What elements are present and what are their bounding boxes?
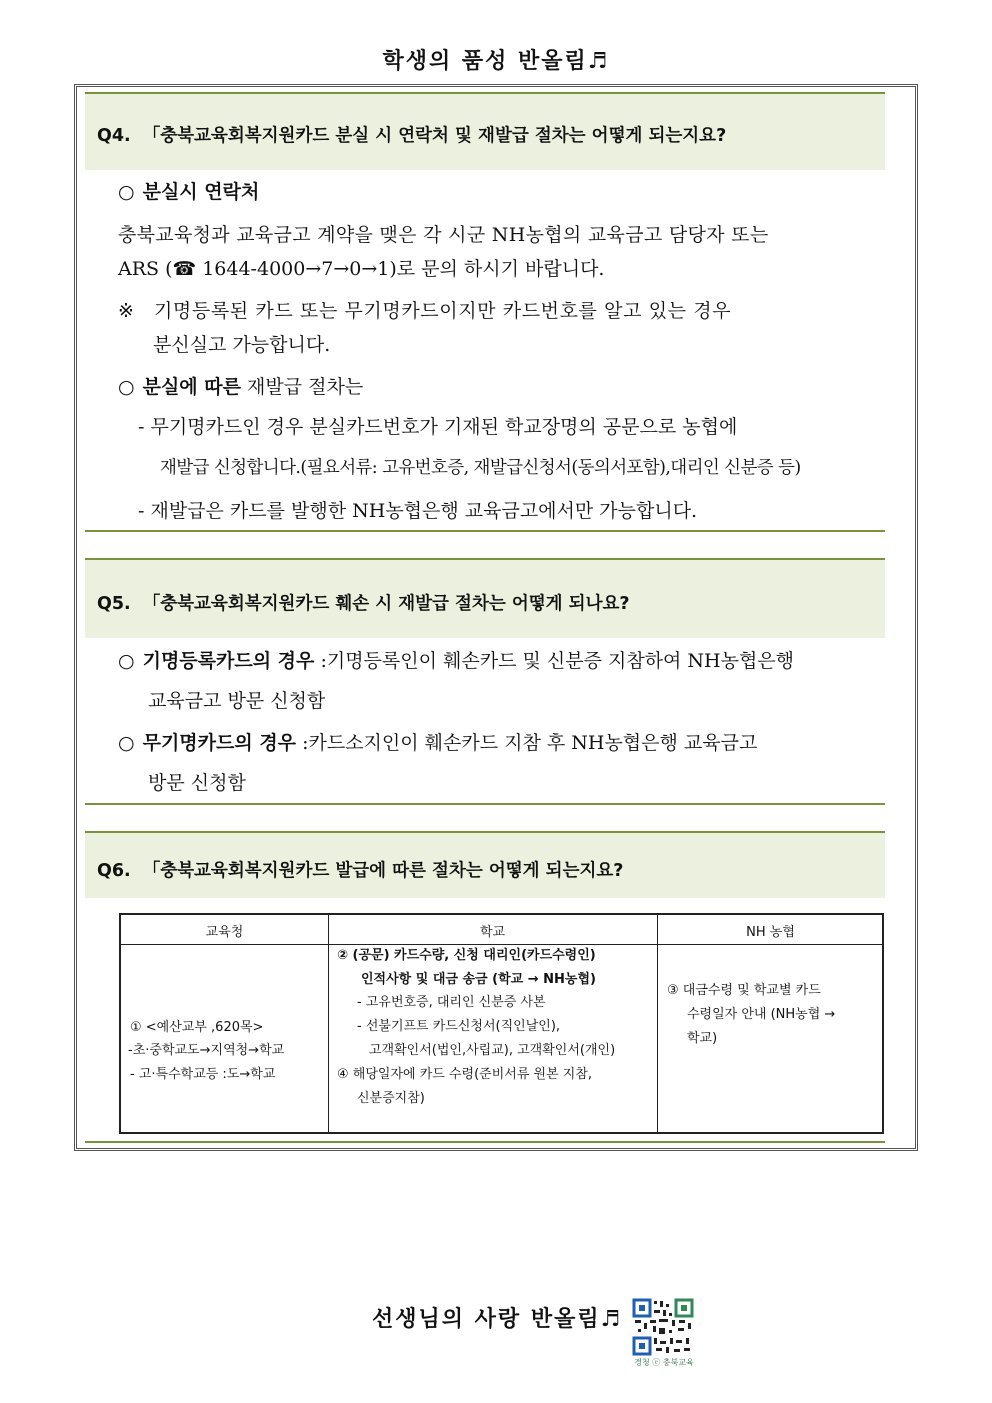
q4-note [118, 300, 731, 323]
q4-question [97, 122, 726, 147]
table-divider [328, 915, 329, 1132]
table-cell-line: ① <예산교부 ,620목> [130, 1020, 264, 1035]
page-header-title: 학생의 품성 반올림♬ [382, 48, 610, 74]
table-cell-line: 수령일자 안내 (NH농협 → [687, 1007, 836, 1022]
table-cell-line: 학교) [687, 1031, 718, 1046]
q5-question-box [85, 558, 885, 638]
q6-question-text: 「충북교육회복지원카드 발급에 따른 절차는 어떻게 되는지요? [142, 861, 624, 881]
q5-item1-line2: 교육금고 방문 신청함 [148, 690, 326, 712]
table-cell-line: ② (공문) 카드수량, 신청 대리인(카드수령인) [337, 948, 596, 963]
q6-number: Q6. [97, 861, 131, 881]
q4-dash2: - 재발급은 카드를 발행한 NH농협은행 교육금고에서만 가능합니다. [138, 500, 698, 522]
q4-bullet1-title: 분실시 연락처 [142, 181, 260, 203]
table-cell-line: 신분증지참) [357, 1091, 425, 1106]
table-header-education-office: 교육청 [205, 925, 244, 940]
q5-question-text: 「충북교육회복지원카드 훼손 시 재발급 절차는 어떻게 되나요? [142, 594, 630, 614]
q4-dash1-line1: - 무기명카드인 경우 분실카드번호가 기재된 학교장명의 공문으로 농협에 [138, 416, 738, 438]
table-header-divider [121, 944, 882, 945]
page-footer-title: 선생님의 사랑 반올림♬ [372, 1306, 623, 1332]
q4-bullet2-title-rest: 재발급 절차는 [240, 376, 364, 398]
q5-bottom-rule [85, 803, 885, 805]
q6-question [97, 857, 623, 882]
q4-dash1-line2: 재발급 신청합니다.(필요서류: 고유번호증, 재발급신청서(동의서포함),대리인 신분증 등) [160, 458, 801, 478]
table-divider [657, 915, 658, 1132]
table-cell-line: 고객확인서(법인,사립교), 고객확인서(개인) [369, 1043, 616, 1058]
q5-item2-bold: 무기명카드의 경우 [142, 732, 297, 754]
circle-bullet-icon: ○ [118, 650, 135, 672]
q4-question-box [85, 92, 885, 170]
table-cell-line: ④ 해당일자에 카드 수령(준비서류 원본 지참, [337, 1067, 593, 1082]
q5-item2-rest: :카드소지인이 훼손카드 지참 후 NH농협은행 교육금고 [296, 732, 758, 754]
q4-bullet2 [118, 376, 363, 399]
circle-bullet-icon: ○ [118, 732, 135, 754]
q5-item1-rest: :기명등록인이 훼손카드 및 신분증 지참하여 NH농협은행 [314, 650, 795, 672]
q5-item2 [118, 732, 757, 755]
q4-question-text: 「충북교육회복지원카드 분실 시 연락처 및 재발급 절차는 어떻게 되는지요? [142, 126, 727, 146]
q4-bottom-rule [85, 530, 885, 532]
q5-item2-line2: 방문 신청함 [148, 772, 246, 794]
q6-bottom-rule [85, 1141, 885, 1143]
q4-para1-line1: 충북교육청과 교육금고 계약을 맺은 각 시군 NH농협의 교육금고 담당자 또는 [118, 224, 769, 246]
circle-bullet-icon: ○ [118, 376, 135, 398]
q4-number: Q4. [97, 126, 131, 146]
q6-procedure-table [119, 913, 884, 1134]
table-cell-line: - 고·특수학교등 :도→학교 [130, 1067, 276, 1082]
q5-number: Q5. [97, 594, 131, 614]
note-mark-icon: ※ [118, 300, 134, 322]
q5-item1 [118, 650, 794, 673]
q4-para1-line2: ARS (☎ 1644-4000→7→0→1)로 문의 하시기 바랍니다. [118, 258, 605, 280]
q4-bullet1 [118, 181, 259, 204]
q4-note-line1: 기명등록된 카드 또는 무기명카드이지만 카드번호를 알고 있는 경우 [153, 300, 732, 322]
table-cell-line: - 고유번호증, 대리인 신분증 사본 [357, 995, 546, 1010]
q5-question [97, 590, 630, 615]
table-cell-line: -초·중학교도→지역청→학교 [128, 1043, 285, 1058]
q5-item1-bold: 기명등록카드의 경우 [142, 650, 315, 672]
table-header-school: 학교 [479, 925, 506, 940]
q6-question-box [85, 831, 885, 898]
q4-bullet2-title-bold: 분실에 따른 [142, 376, 241, 398]
table-cell-line: 인적사항 및 대금 송금 (학교 → NH농협) [361, 972, 596, 987]
qr-caption: 경청 ⓔ 충북교육 [634, 1358, 694, 1367]
q4-note-line2: 분신실고 가능합니다. [153, 334, 331, 356]
table-cell-line: - 선불기프트 카드신청서(직인날인), [357, 1019, 561, 1034]
table-cell-line: ③ 대금수령 및 학교별 카드 [667, 983, 821, 998]
circle-bullet-icon: ○ [118, 181, 135, 203]
table-header-nh: NH 농협 [746, 925, 795, 940]
qr-code-icon [632, 1298, 694, 1356]
